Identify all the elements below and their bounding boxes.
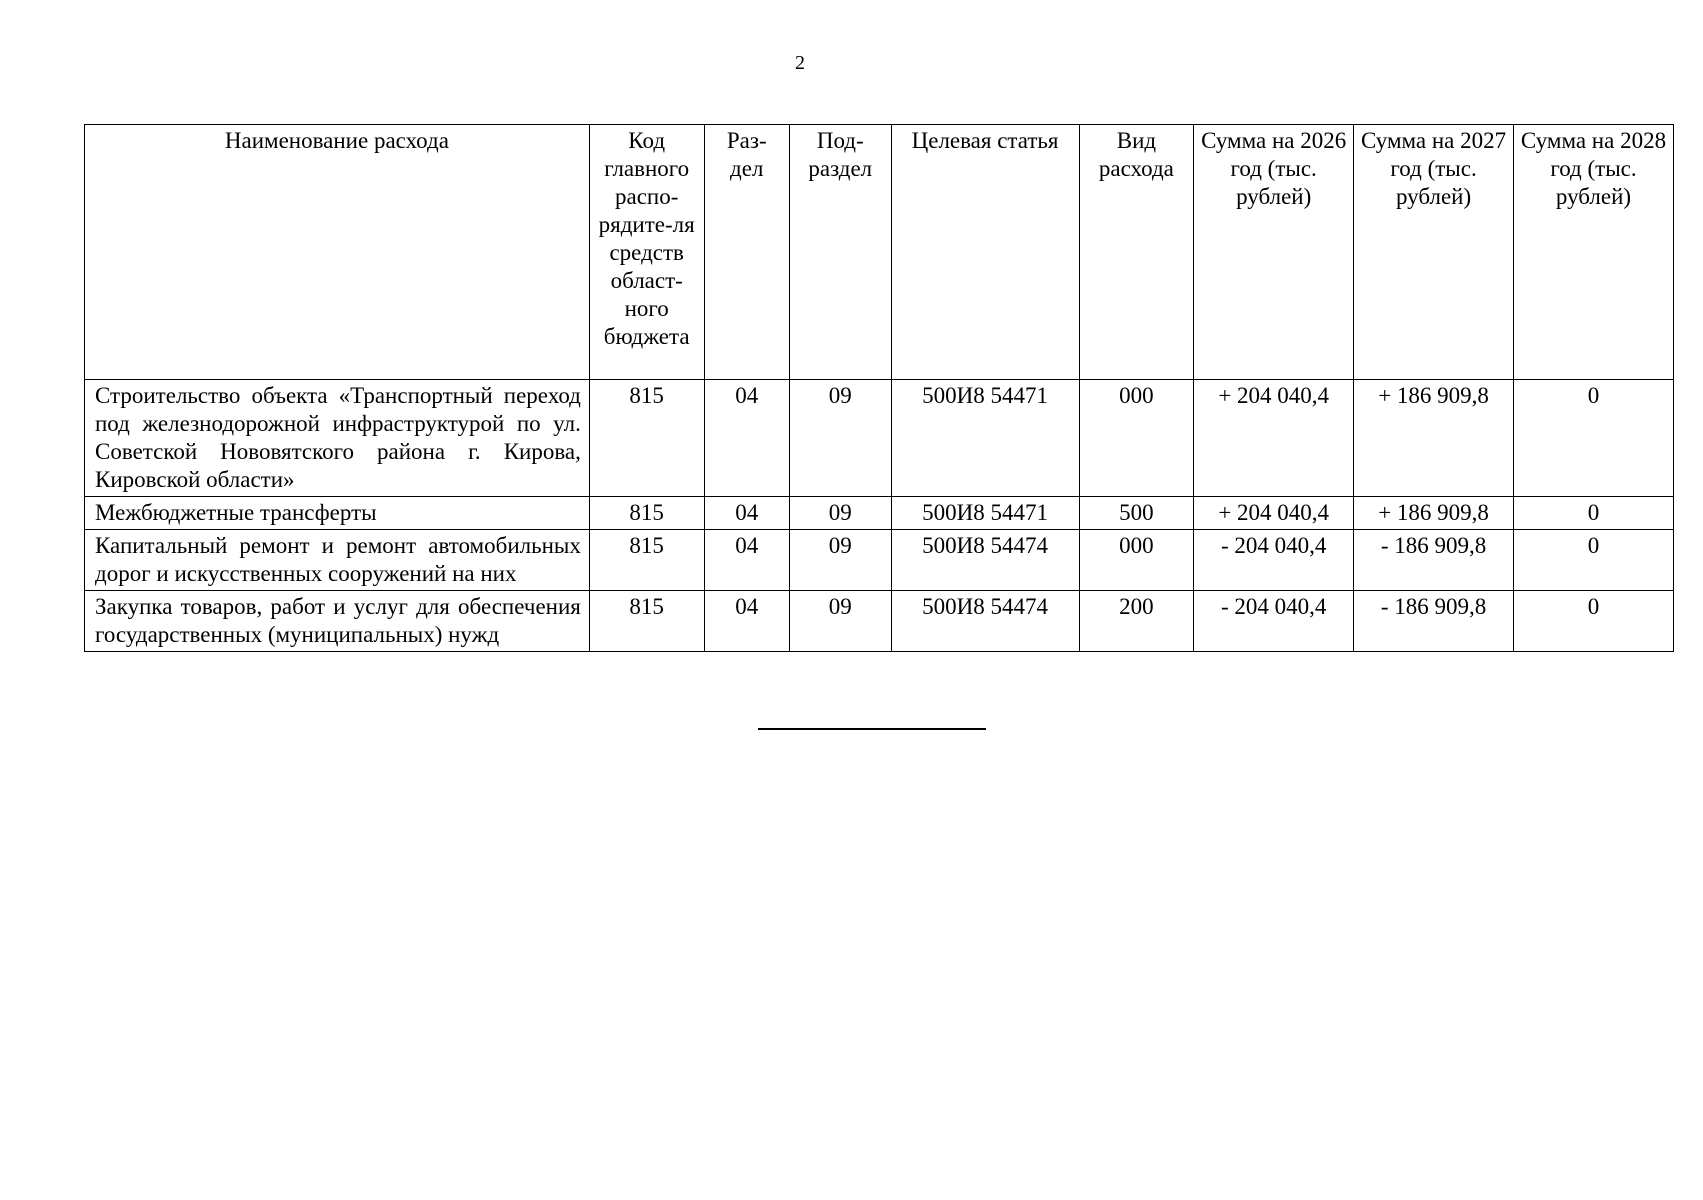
- header-razdel: Раз-дел: [704, 125, 789, 380]
- cell-code: 815: [589, 497, 704, 530]
- header-vid: Вид расхода: [1079, 125, 1194, 380]
- header-sum-2026: Сумма на 2026 год (тыс. рублей): [1194, 125, 1354, 380]
- header-code: Код главного распо-рядите-ля средств област-ного бюджета: [589, 125, 704, 380]
- cell-celevaya: 500И8 54474: [891, 591, 1079, 652]
- cell-sum-2027: - 186 909,8: [1354, 591, 1514, 652]
- cell-sum-2028: 0: [1514, 591, 1674, 652]
- cell-razdel: 04: [704, 530, 789, 591]
- cell-sum-2027: + 186 909,8: [1354, 497, 1514, 530]
- table-row: [85, 380, 1674, 497]
- cell-sum-2028: 0: [1514, 497, 1674, 530]
- table-row: [85, 497, 1674, 530]
- cell-sum-2026: - 204 040,4: [1194, 591, 1354, 652]
- cell-code: 815: [589, 591, 704, 652]
- header-name: Наименование расхода: [85, 125, 590, 380]
- budget-table: [84, 124, 1674, 652]
- header-celevaya: Целевая статья: [891, 125, 1079, 380]
- cell-podrazdel: 09: [789, 497, 891, 530]
- header-sum-2028: Сумма на 2028 год (тыс. рублей): [1514, 125, 1674, 380]
- cell-podrazdel: 09: [789, 591, 891, 652]
- cell-sum-2028: 0: [1514, 380, 1674, 497]
- cell-podrazdel: 09: [789, 530, 891, 591]
- cell-podrazdel: 09: [789, 380, 891, 497]
- cell-name: Закупка товаров, работ и услуг для обеспечения государственных (муниципальных) нужд: [85, 591, 590, 652]
- cell-sum-2026: + 204 040,4: [1194, 380, 1354, 497]
- cell-code: 815: [589, 530, 704, 591]
- cell-vid: 000: [1079, 380, 1194, 497]
- cell-razdel: 04: [704, 497, 789, 530]
- cell-vid: 000: [1079, 530, 1194, 591]
- cell-vid: 500: [1079, 497, 1194, 530]
- cell-sum-2026: + 204 040,4: [1194, 497, 1354, 530]
- cell-celevaya: 500И8 54471: [891, 380, 1079, 497]
- cell-sum-2027: - 186 909,8: [1354, 530, 1514, 591]
- table-header-row: [85, 125, 1674, 380]
- cell-name: Строительство объекта «Транспортный переход под железнодорожной инфраструктурой по ул. Советской Нововятского района г. Кирова, Кировской области»: [85, 380, 590, 497]
- cell-razdel: 04: [704, 380, 789, 497]
- page-number: 2: [795, 52, 805, 74]
- end-of-document-divider: [758, 728, 986, 730]
- cell-razdel: 04: [704, 591, 789, 652]
- cell-name: Капитальный ремонт и ремонт автомобильных дорог и искусственных сооружений на них: [85, 530, 590, 591]
- header-sum-2027: Сумма на 2027 год (тыс. рублей): [1354, 125, 1514, 380]
- cell-vid: 200: [1079, 591, 1194, 652]
- cell-code: 815: [589, 380, 704, 497]
- cell-celevaya: 500И8 54471: [891, 497, 1079, 530]
- cell-sum-2027: + 186 909,8: [1354, 380, 1514, 497]
- cell-sum-2026: - 204 040,4: [1194, 530, 1354, 591]
- cell-sum-2028: 0: [1514, 530, 1674, 591]
- header-podrazdel: Под-раздел: [789, 125, 891, 380]
- table-row: [85, 591, 1674, 652]
- table-row: [85, 530, 1674, 591]
- cell-celevaya: 500И8 54474: [891, 530, 1079, 591]
- cell-name: Межбюджетные трансферты: [85, 497, 590, 530]
